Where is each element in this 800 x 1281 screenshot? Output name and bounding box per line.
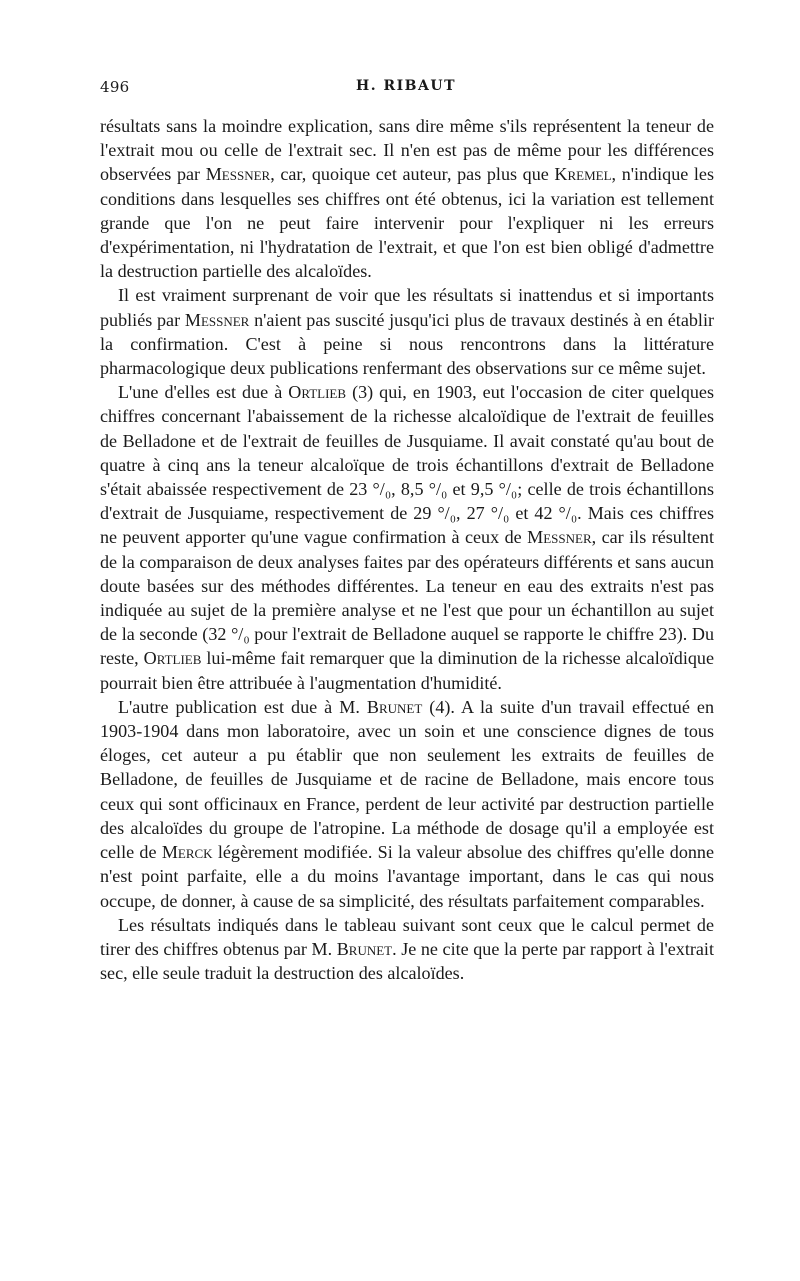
- paragraph-4: [100, 695, 714, 913]
- author-name: Kremel: [554, 164, 612, 185]
- text-run: (3) qui, en 1903, eut l'occasion de citer quelques chiffres concernant l'abaissement de la richesse alcaloïdique de l'extrait de feuilles de Belladone et de l'extrait de feuilles de Jusquiame. Il avait constaté qu'au bout de quatre à cinq ans la teneur alcaloïque de trois échantillons d'extrait de Belladone s'était abaissée respectivement de 23 °/₀, 8,5 °/₀ et 9,5 °/₀; celle de trois échantillons d'extrait de Jusquiame, respectivement de 29 °/₀, 27 °/₀ et 42 °/₀. Mais ces chiffres ne peuvent apporter qu'une vague confirmation à ceux de: [100, 382, 714, 548]
- author-name: Merck: [161, 842, 213, 863]
- text-run: Les résultats indiqués dans le tableau suivant sont ceux que le calcul permet de tirer des chiffres obtenus par M.: [100, 914, 714, 959]
- author-name: Ortlieb: [143, 648, 202, 669]
- page-header: [100, 78, 712, 100]
- text-run: légèrement modifiée. Si la valeur absolue des chiffres qu'elle donne n'est point parfaite, elle a du moins l'avantage important, dans le cas qui nous occupe, de donner, à cause de sa simplicité, des résultats parfaitement comparables.: [100, 842, 715, 911]
- author-name: Ortlieb: [288, 382, 347, 403]
- paragraph-2: [100, 283, 714, 380]
- text-run: L'une d'elles est due à: [118, 382, 289, 403]
- body-text: [100, 114, 714, 985]
- author-name: Brunet: [366, 696, 423, 717]
- author-name: Messner: [205, 164, 271, 185]
- author-name: Messner: [527, 527, 592, 548]
- paragraph-3: [100, 380, 714, 695]
- text-run: , car, quoique cet auteur, pas plus que: [270, 164, 555, 185]
- running-head: H. RIBAUT: [356, 78, 456, 94]
- text-run: n'aient pas suscité jusqu'ici plus de travaux destinés à en établir la confirmation. C'est à peine si nous rencontrons dans la littérature pharmacologique deux publications renfermant des observations sur ce même sujet.: [100, 309, 714, 379]
- author-name: Brunet: [336, 938, 393, 959]
- author-name: Messner: [184, 309, 250, 330]
- text-run: . Je ne cite que la perte par rapport à l'extrait sec, elle seule traduit la destruction des alcaloïdes.: [100, 938, 714, 984]
- text-run: résultats sans la moindre explication, sans dire même s'ils représentent la teneur de l'extrait mou ou celle de l'extrait sec. Il n'en est pas de même pour les différences observées par: [100, 116, 714, 185]
- paragraph-5: [100, 913, 714, 986]
- text-run: , car ils résultent de la comparaison de deux analyses faites par des opérateurs différents et sans aucun doute basées sur des méthodes différentes. La teneur en eau des extraits n'est pas indiquée au sujet de la première analyse et ne l'est que pour un échantillon au sujet de la seconde (32 °/₀ pour l'extrait de Belladone auquel se rapporte le chiffre 23). Du reste,: [100, 527, 714, 669]
- text-run: Il est vraiment surprenant de voir que les résultats si inattendus et si importants publiés par: [100, 285, 714, 330]
- paragraph-1: [100, 114, 714, 283]
- text-run: (4). A la suite d'un travail effectué en 1903-1904 dans mon laboratoire, avec un soin et une conscience dignes de tous éloges, cet auteur a pu établir que non seulement les extraits de feuilles de Belladone, de feuilles de Jusquiame et de racine de Belladone, mais encore tous ceux qui sont officinaux en France, perdent de leur activité par destruction partielle des alcaloïdes du groupe de l'atropine. La méthode de dosage qu'il a employée est celle de: [100, 696, 714, 863]
- text-run: L'autre publication est due à M.: [118, 696, 367, 717]
- text-run: lui-même fait remarquer que la diminution de la richesse alcaloïdique pourrait bien être attribuée à l'augmentation d'humidité.: [100, 648, 714, 693]
- page-number: 496: [100, 78, 130, 96]
- text-run: , n'indique les conditions dans lesquelles ses chiffres ont été obtenus, ici la variation est tellement grande que l'on ne peut faire intervenir pour l'expliquer ni les erreurs d'expérimentation, ni l'hydratation de l'extrait, et que l'on est bien obligé d'admettre la destruction partielle des alcaloïdes.: [100, 164, 715, 282]
